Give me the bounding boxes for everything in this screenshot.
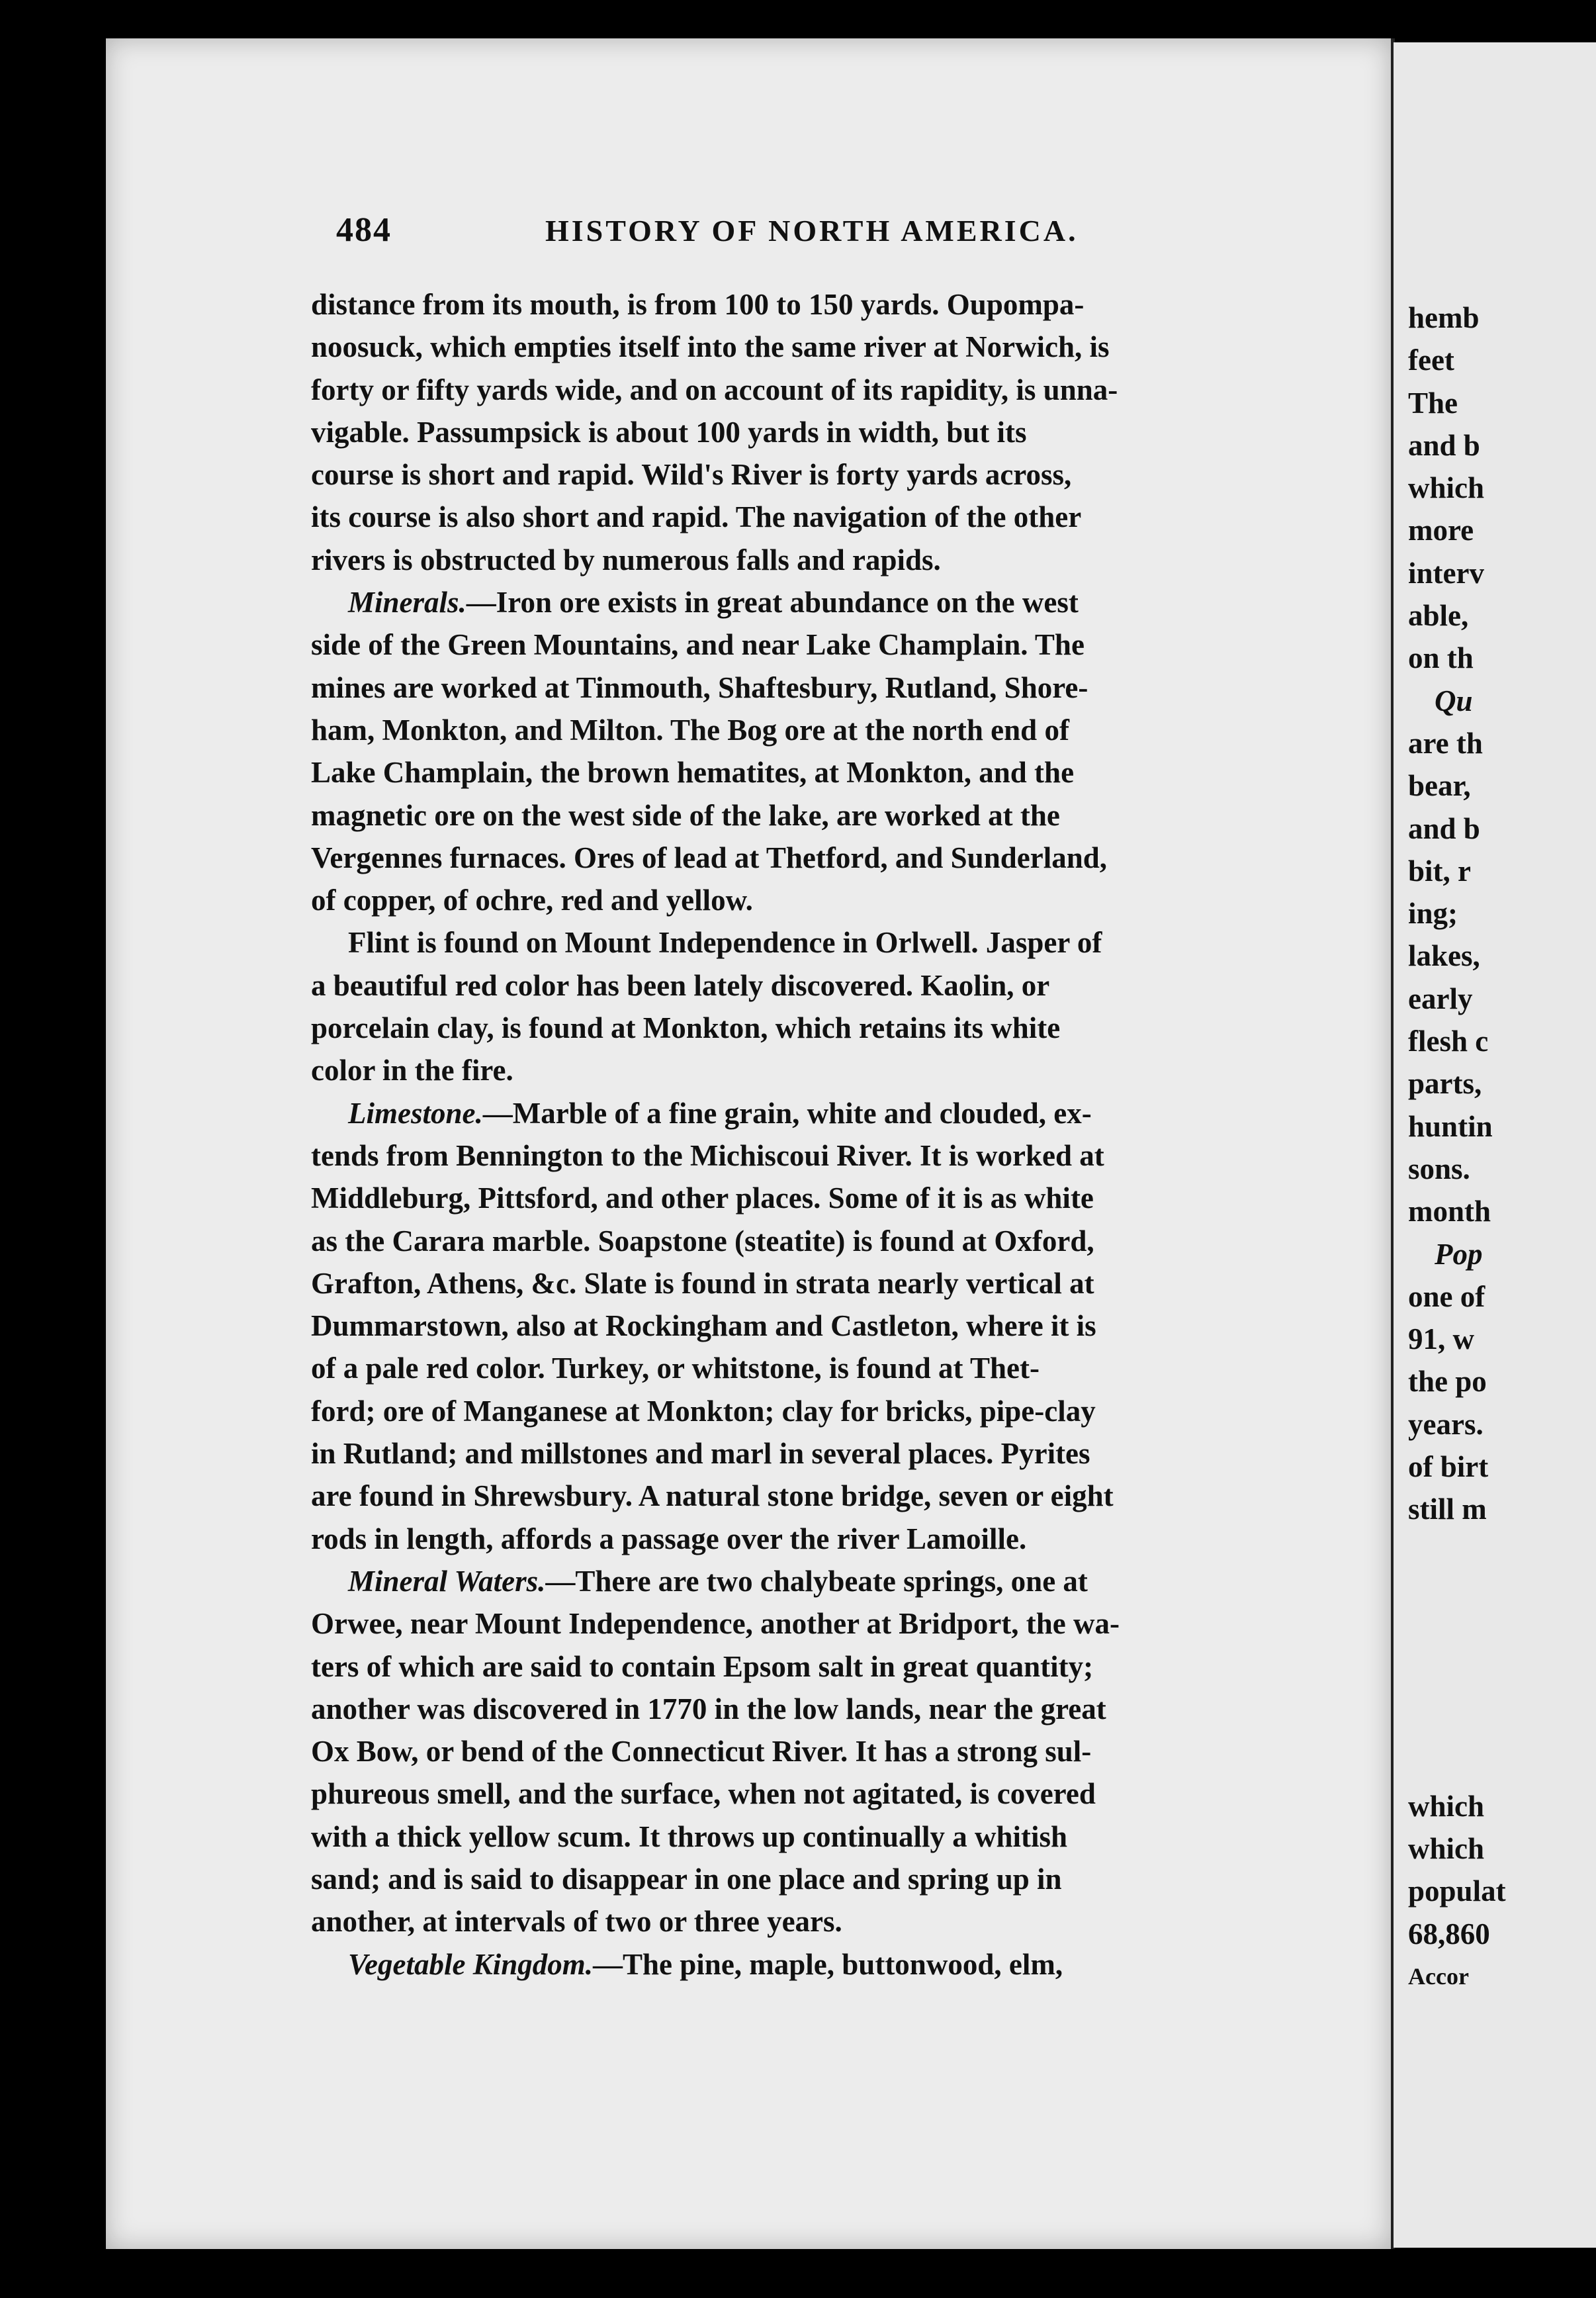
text-line: Orwee, near Mount Independence, another at Bridport, the wa- — [311, 1607, 1120, 1641]
right-page-line: are th — [1408, 726, 1483, 760]
right-page-gap — [1408, 1700, 1596, 1743]
text-line: color in the fire. — [311, 1054, 513, 1087]
text-line: —Marble of a fine grain, white and clouded, ex- — [482, 1096, 1092, 1130]
right-page-line: huntin — [1408, 1109, 1493, 1143]
right-page-line: hemb — [1408, 301, 1480, 334]
text-line: are found in Shrewsbury. A natural stone bridge, seven or eight — [311, 1479, 1114, 1513]
page-number: 484 — [336, 211, 392, 249]
text-line: phureous smell, and the surface, when not agitated, is covered — [311, 1777, 1096, 1811]
text-line: Vergennes furnaces. Ores of lead at Thetford, and Sunderland, — [311, 841, 1108, 874]
right-page-line: which — [1408, 471, 1485, 505]
text-line: side of the Green Mountains, and near Lake Champlain. The — [311, 628, 1085, 662]
body-text — [311, 283, 1290, 1986]
right-page-line: and b — [1408, 811, 1480, 845]
text-line: in Rutland; and millstones and marl in several places. Pyrites — [311, 1437, 1090, 1471]
right-page-gap — [1408, 1743, 1596, 1785]
mineral-waters-heading: Mineral Waters. — [348, 1564, 546, 1598]
right-page-gap — [1408, 1573, 1596, 1616]
right-page-line: which — [1408, 1789, 1485, 1823]
text-line: forty or fifty yards wide, and on account of its rapidity, is unna- — [311, 373, 1118, 406]
limestone-paragraph-start — [311, 1092, 1290, 1134]
vegetable-heading: Vegetable Kingdom. — [348, 1947, 593, 1981]
text-line: rivers is obstructed by numerous falls and rapids. — [311, 543, 941, 576]
text-line: Ox Bow, or bend of the Connecticut River. It has a strong sul- — [311, 1735, 1092, 1769]
right-page-line: bear, — [1408, 769, 1471, 803]
right-page-line: on th — [1408, 641, 1474, 675]
minerals-paragraph-start — [311, 581, 1290, 623]
text-line: tends from Bennington to the Michiscoui River. It is worked at — [311, 1138, 1104, 1172]
text-line: Middleburg, Pittsford, and other places. Some of it is as white — [311, 1181, 1094, 1215]
right-page-line: sons. — [1408, 1152, 1470, 1185]
text-line: another was discovered in 1770 in the low lands, near the great — [311, 1692, 1106, 1725]
text-line: with a thick yellow scum. It throws up continually a whitish — [311, 1819, 1068, 1853]
right-page-line: Pop — [1435, 1237, 1483, 1271]
text-line: noosuck, which empties itself into the same river at Norwich, is — [311, 330, 1110, 364]
vegetable-paragraph-start — [311, 1943, 1290, 1986]
right-page-line: early — [1408, 982, 1473, 1015]
minerals-heading: Minerals. — [348, 586, 466, 620]
text-line: ford; ore of Manganese at Monkton; clay for bricks, pipe-clay — [311, 1394, 1096, 1428]
text-line: Dummarstown, also at Rockingham and Castleton, where it is — [311, 1309, 1096, 1343]
text-line: its course is also short and rapid. The navigation of the other — [311, 500, 1082, 534]
right-page-line: Accor — [1408, 1962, 1469, 1990]
right-page-line: bit, r — [1408, 854, 1471, 888]
right-page-gap — [1408, 1616, 1596, 1658]
text-line: Lake Champlain, the brown hematites, at Monkton, and the — [311, 756, 1075, 790]
right-page-gap — [1408, 1658, 1596, 1700]
limestone-heading: Limestone. — [348, 1096, 483, 1130]
right-page-line: feet — [1408, 344, 1454, 377]
right-page-line: lakes, — [1408, 939, 1480, 973]
text-line: another, at intervals of two or three years. — [311, 1905, 842, 1939]
text-line: a beautiful red color has been lately discovered. Kaolin, or — [311, 968, 1050, 1002]
text-line: mines are worked at Tinmouth, Shaftesbury, Rutland, Shore- — [311, 670, 1088, 704]
right-page-line: which — [1408, 1831, 1485, 1865]
right-page-text — [1408, 297, 1596, 1998]
text-line: distance from its mouth, is from 100 to 150 yards. Oupompa- — [311, 288, 1085, 321]
text-line: of a pale red color. Turkey, or whitstone, is found at Thet- — [311, 1352, 1040, 1385]
text-line: porcelain clay, is found at Monkton, which retains its white — [311, 1011, 1061, 1045]
text-line: ham, Monkton, and Milton. The Bog ore at the north end of — [311, 713, 1069, 747]
mineral-waters-paragraph-start — [311, 1560, 1290, 1602]
text-line: —Iron ore exists in great abundance on the west — [466, 586, 1079, 620]
running-title: HISTORY OF NORTH AMERICA. — [545, 214, 1079, 248]
right-page-line: the po — [1408, 1365, 1487, 1399]
text-line: —The pine, maple, buttonwood, elm, — [593, 1947, 1063, 1981]
text-line: vigable. Passumpsick is about 100 yards in width, but its — [311, 415, 1027, 449]
right-page-line: Qu — [1435, 684, 1473, 717]
right-page-line: interv — [1408, 556, 1484, 590]
text-line: —There are two chalybeate springs, one at — [545, 1564, 1088, 1598]
right-page-line: one of — [1408, 1279, 1485, 1313]
right-page-line: month — [1408, 1195, 1491, 1228]
text-line: ters of which are said to contain Epsom salt in great quantity; — [311, 1649, 1094, 1683]
right-page-line: still m — [1408, 1493, 1487, 1526]
right-page-line: parts, — [1408, 1067, 1482, 1101]
right-page-line: The — [1408, 386, 1458, 420]
text-line: Grafton, Athens, &c. Slate is found in strata nearly vertical at — [311, 1266, 1094, 1300]
right-page-line: of birt — [1408, 1450, 1489, 1484]
text-line: Flint is found on Mount Independence in Orlwell. Jasper of — [348, 926, 1102, 960]
right-page-line: 68,860 — [1408, 1917, 1490, 1951]
text-line: sand; and is said to disappear in one place and spring up in — [311, 1862, 1062, 1896]
text-line: course is short and rapid. Wild's River is forty yards across, — [311, 458, 1072, 492]
right-page-line: populat — [1408, 1874, 1506, 1908]
page-header — [336, 210, 1276, 263]
right-page-line: more — [1408, 514, 1474, 547]
text-line: of copper, of ochre, red and yellow. — [311, 884, 753, 917]
right-page-line: years. — [1408, 1407, 1484, 1441]
right-page-line: ing; — [1408, 897, 1458, 931]
right-page-line: and b — [1408, 428, 1480, 462]
right-page-line: flesh c — [1408, 1025, 1489, 1058]
right-page-line: able, — [1408, 599, 1469, 633]
text-line: magnetic ore on the west side of the lake, are worked at the — [311, 798, 1060, 832]
right-page-gap — [1408, 1531, 1596, 1573]
text-line: as the Carara marble. Soapstone (steatite) is found at Oxford, — [311, 1224, 1094, 1258]
text-line: rods in length, affords a passage over the river Lamoille. — [311, 1522, 1027, 1555]
right-page-line: 91, w — [1408, 1322, 1474, 1356]
